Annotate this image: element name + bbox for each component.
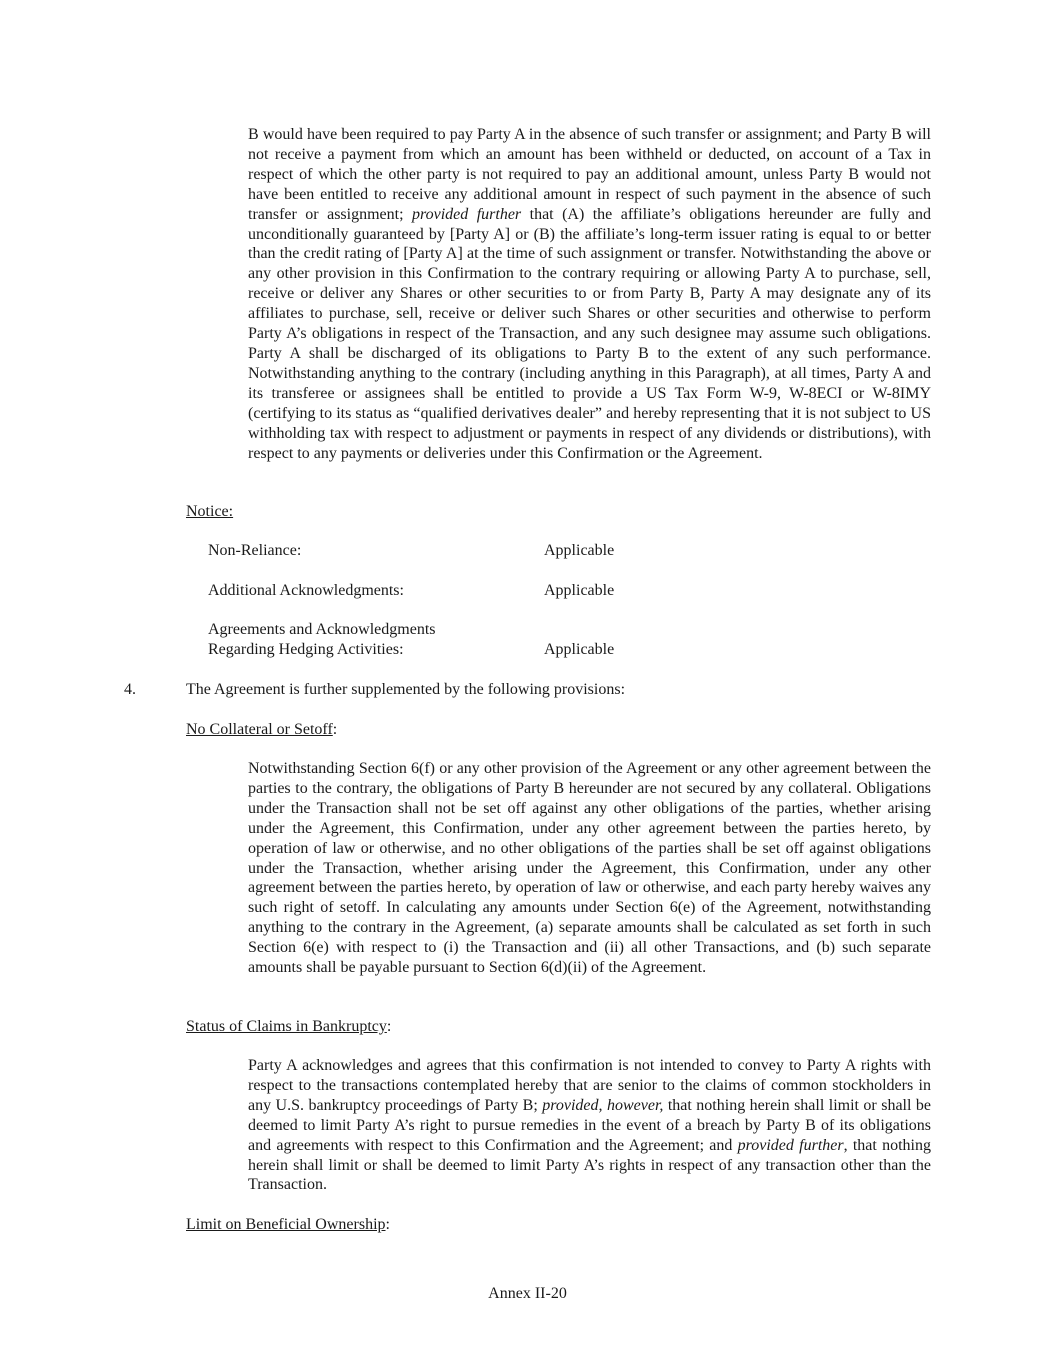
notice-row-value: Applicable xyxy=(544,542,615,559)
notice-row-label-line1: Agreements and Acknowledgments xyxy=(208,621,436,638)
bankruptcy-heading: Status of Claims in Bankruptcy: xyxy=(186,1018,392,1035)
no-collateral-paragraph: Notwithstanding Section 6(f) or any other provision of the Agreement or any other agreement between the parties to the contrary, the obligations of Party B hereunder are not secured by any collateral. Obligations under the Transaction shall not be set off against any other obligations of the parties, whether arising under the Agreement, this Confirmation, under any other agreement between the parties hereto, by operation of law or otherwise, and no other obligations of the parties shall be set off against obligations under the Transaction, whether arising under the Agreement, this Confirmation, under any other agreement between the parties hereto, by operation of law or otherwise, and each party hereby waives any such right of setoff. In calculating any amounts under Section 6(e) of the Agreement, notwithstanding anything to the contrary in the Agreement, (a) separate amounts shall be calculated as set forth in such Section 6(e) with respect to (i) the Transaction and (ii) all other Transactions, and (b) such separate amounts shall be payable pursuant to Section 6(d)(ii) of the Agreement. xyxy=(248,760,931,977)
section-text: The Agreement is further supplemented by the following provisions: xyxy=(186,681,626,698)
bankruptcy-paragraph: Party A acknowledges and agrees that this confirmation is not intended to convey to Party A rights with respect to the transactions contemplated hereby that are senior to the claims of common stockholders in any U.S. bankruptcy proceedings of Party B; provided, however, that nothing herein shall limit or shall be deemed to limit Party A’s right to pursue remedies in the event of a breach by Party B of its obligations and agreements with respect to this Confirmation and the Agreement; and provided further, that nothing herein shall limit or shall be deemed to limit Party A’s rights in respect of any transaction other than the Transaction. xyxy=(248,1057,931,1194)
page-footer: Annex II-20 xyxy=(488,1285,567,1302)
beneficial-ownership-heading: Limit on Beneficial Ownership: xyxy=(186,1216,390,1233)
notice-row-label: Non-Reliance: xyxy=(208,542,302,559)
bankruptcy-italic-1: provided, however, xyxy=(542,1096,664,1114)
transfer-italic-1: provided further xyxy=(411,205,522,223)
transfer-paragraph xyxy=(248,125,931,463)
section-number: 4. xyxy=(124,681,136,698)
notice-row-value: Applicable xyxy=(544,641,615,658)
notice-row-value: Applicable xyxy=(544,582,615,599)
no-collateral-heading: No Collateral or Setoff: xyxy=(186,721,338,738)
notice-row-label: Additional Acknowledgments: xyxy=(208,582,404,599)
notice-heading: Notice: xyxy=(186,503,234,520)
transfer-text-1: B would have been required to pay Party A in the absence of such transfer or assignment; and Party B will not receive a payment from which an amount has been withheld or deducted, on account of a Tax in respect of which the other party is not required to pay an additional amount, unless Party B would not have been entitled to receive any additional amount in respect of such payment in the absence of such transfer or assignment; xyxy=(248,126,931,223)
bankruptcy-italic-2: provided further xyxy=(737,1136,844,1154)
notice-row-label-line2: Regarding Hedging Activities: xyxy=(208,641,404,658)
transfer-text-2: that (A) the affiliate’s obligations hereunder are fully and unconditionally guaranteed by [Party A] or (B) the affiliate’s long-term issuer rating is equal to or better than the credit rating of [Party A] at the time of such assignment or transfer. Notwithstanding the above or any other provision in this Confirmation to the contrary requiring or allowing Party A to purchase, sell, receive or deliver any Shares or other securities to or from Party B, Party A may designate any of its affiliates to purchase, sell, receive or deliver such Shares or other securities and otherwise to perform Party A’s obligations in respect of the Transaction, and any such designee may assume such obligations. Party A shall be discharged of its obligations to Party B to the extent of any such performance. Notwithstanding anything to the contrary (including anything in this Paragraph), at all times, Party A and its transferee or assignees shall be entitled to provide a US Tax Form W-9, W-8ECI or W-8IMY (certifying to its status as “qualified derivatives dealer” and hereby representing that it is not subject to US withholding tax with respect to adjustment or payments in respect of any dividends or distributions), with respect to any payments or deliveries under this Confirmation or the Agreement. xyxy=(248,205,932,462)
